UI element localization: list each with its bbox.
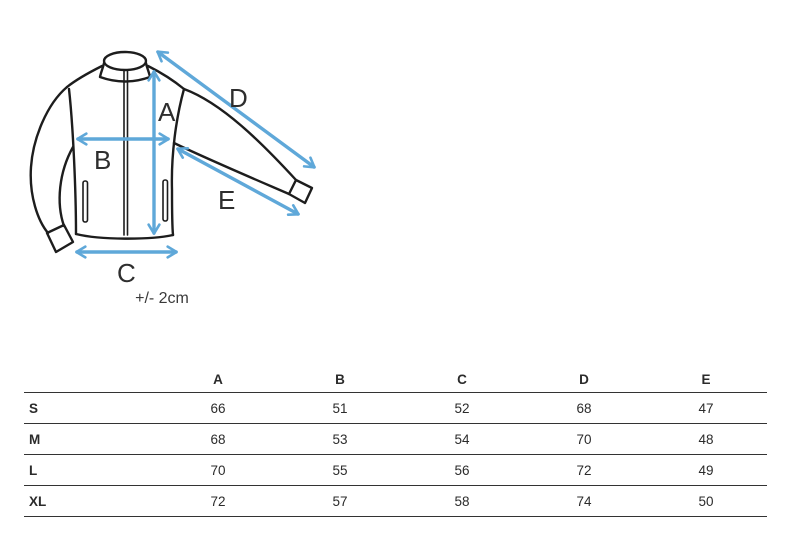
measure-arrow-e <box>178 149 298 214</box>
measure-label-e: E <box>218 185 236 215</box>
cell-xl-a: 72 <box>157 486 279 517</box>
column-header-a: A <box>157 367 279 393</box>
table-row-m <box>24 424 767 455</box>
cell-l-b: 55 <box>279 455 401 486</box>
column-header-e: E <box>645 367 767 393</box>
column-header-b: B <box>279 367 401 393</box>
size-label: M <box>24 424 157 455</box>
left-cuff <box>47 225 73 252</box>
measure-label-b: B <box>94 145 112 175</box>
cell-m-c: 54 <box>401 424 523 455</box>
cell-xl-b: 57 <box>279 486 401 517</box>
left-sleeve-inner <box>60 147 73 226</box>
table-row-xl <box>24 486 767 517</box>
collar-opening <box>104 52 146 70</box>
cell-m-b: 53 <box>279 424 401 455</box>
measure-label-d: D <box>229 83 248 113</box>
cell-xl-e: 50 <box>645 486 767 517</box>
measure-label-c: C <box>117 258 136 288</box>
cell-m-a: 68 <box>157 424 279 455</box>
cell-l-d: 72 <box>523 455 645 486</box>
cell-s-d: 68 <box>523 393 645 424</box>
right-cuff <box>289 180 312 203</box>
size-table-header-row <box>24 367 767 393</box>
corner-cell <box>24 367 157 393</box>
cell-s-c: 52 <box>401 393 523 424</box>
measure-label-a: A <box>158 97 176 127</box>
cell-l-a: 70 <box>157 455 279 486</box>
size-label: L <box>24 455 157 486</box>
column-header-c: C <box>401 367 523 393</box>
size-label: XL <box>24 486 157 517</box>
size-label: S <box>24 393 157 424</box>
table-row-s <box>24 393 767 424</box>
size-table <box>24 367 767 517</box>
cell-l-e: 49 <box>645 455 767 486</box>
column-header-d: D <box>523 367 645 393</box>
tolerance-note: +/- 2cm <box>135 290 189 307</box>
table-row-l <box>24 455 767 486</box>
cell-s-a: 66 <box>157 393 279 424</box>
jacket-outline <box>31 52 312 252</box>
jacket-measurement-diagram <box>0 0 360 330</box>
left-shoulder <box>67 66 102 87</box>
cell-m-e: 48 <box>645 424 767 455</box>
body-left-edge <box>69 89 76 234</box>
cell-s-b: 51 <box>279 393 401 424</box>
right-pocket <box>163 180 168 221</box>
cell-m-d: 70 <box>523 424 645 455</box>
cell-xl-d: 74 <box>523 486 645 517</box>
left-pocket <box>83 181 88 222</box>
cell-xl-c: 58 <box>401 486 523 517</box>
size-table-container <box>24 367 767 517</box>
zipper <box>124 70 128 235</box>
cell-l-c: 56 <box>401 455 523 486</box>
cell-s-e: 47 <box>645 393 767 424</box>
